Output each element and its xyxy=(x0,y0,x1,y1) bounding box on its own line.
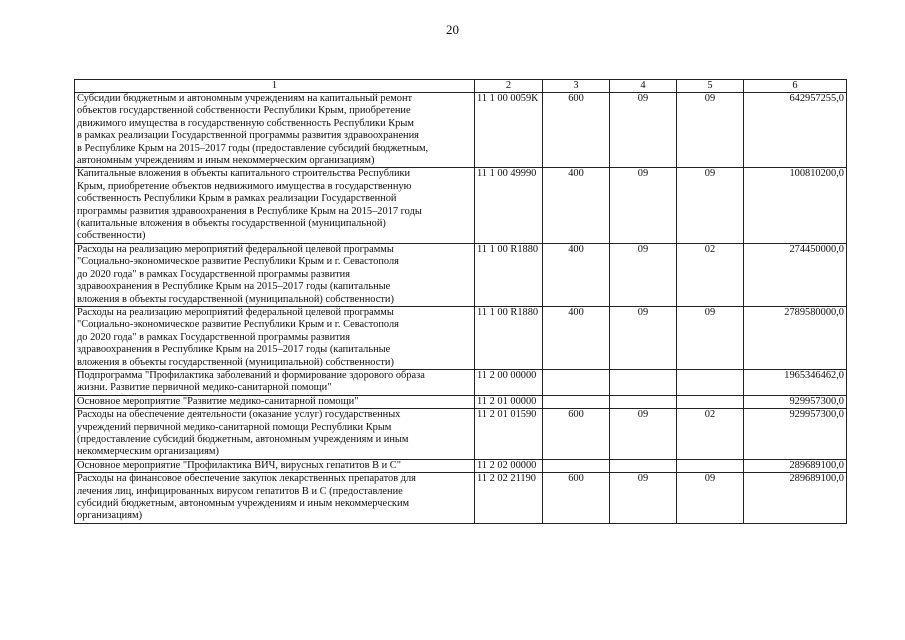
row-name-line: вложения в объекты государственной (муниципальной) собственности) xyxy=(77,356,394,368)
row-sum-cell: 100810200,0 xyxy=(744,168,847,243)
header-col-5: 5 xyxy=(677,80,744,93)
header-col-1: 1 xyxy=(75,80,475,93)
row-sum-cell: 929957300,0 xyxy=(744,409,847,460)
row-rz-cell: 09 xyxy=(610,306,677,369)
row-code-cell: 11 1 00 0059К xyxy=(475,93,543,168)
row-pr-cell: 09 xyxy=(677,168,744,243)
row-rz-cell: 09 xyxy=(610,409,677,460)
row-rz-cell: 09 xyxy=(610,93,677,168)
row-name-line: Расходы на реализацию мероприятий федеральной целевой программы xyxy=(77,243,394,255)
row-pr-cell: 09 xyxy=(677,306,744,369)
row-pr-cell: 02 xyxy=(677,243,744,306)
table-row xyxy=(75,243,847,306)
table-row xyxy=(75,459,847,472)
row-name-line: Субсидии бюджетным и автономным учреждениям на капитальный ремонт xyxy=(77,93,413,104)
row-rz-cell xyxy=(610,369,677,395)
row-name-cell xyxy=(75,93,475,168)
header-col-6: 6 xyxy=(744,80,847,93)
row-name-line: организациям) xyxy=(77,510,143,522)
row-name-cell xyxy=(75,459,475,472)
row-name-cell xyxy=(75,473,475,524)
row-sum-cell: 2789580000,0 xyxy=(744,306,847,369)
row-code-cell: 11 2 02 00000 xyxy=(475,459,543,472)
row-sum-cell: 929957300,0 xyxy=(744,395,847,408)
row-name-line: Основное мероприятие "Развитие медико-санитарной помощи" xyxy=(77,395,359,407)
row-name-line: Расходы на финансовое обеспечение закупок лекарственных препаратов для xyxy=(77,473,416,485)
row-pr-cell xyxy=(677,459,744,472)
row-code-cell: 11 2 02 21190 xyxy=(475,473,543,524)
header-col-4: 4 xyxy=(610,80,677,93)
row-vr-cell: 600 xyxy=(543,473,610,524)
row-pr-cell xyxy=(677,395,744,408)
row-sum-cell: 289689100,0 xyxy=(744,473,847,524)
row-rz-cell: 09 xyxy=(610,473,677,524)
row-name-line: собственности) xyxy=(77,230,146,242)
row-pr-cell: 09 xyxy=(677,93,744,168)
row-rz-cell: 09 xyxy=(610,243,677,306)
header-col-2: 2 xyxy=(475,80,543,93)
row-name-line: учреждений первичной медико-санитарной помощи Республики Крым xyxy=(77,421,392,433)
table-row xyxy=(75,93,847,168)
row-name-line: в Республике Крым на 2015–2017 годы (предоставление субсидий бюджетным, xyxy=(77,142,429,154)
row-name-line: движимого имущества в государственную собственность Республики Крым xyxy=(77,117,414,129)
row-sum-cell: 642957255,0 xyxy=(744,93,847,168)
row-name-line: "Социально-экономическое развитие Республики Крым и г. Севастополя xyxy=(77,256,399,268)
row-rz-cell: 09 xyxy=(610,168,677,243)
row-name-cell xyxy=(75,409,475,460)
row-name-cell xyxy=(75,395,475,408)
row-name-line: субсидий бюджетным, автономным учреждениям и иным некоммерческим xyxy=(77,498,410,509)
row-sum-cell: 1965346462,0 xyxy=(744,369,847,395)
row-code-cell: 11 2 00 00000 xyxy=(475,369,543,395)
row-vr-cell: 600 xyxy=(543,93,610,168)
row-name-line: Расходы на реализацию мероприятий федеральной целевой программы xyxy=(77,306,394,318)
header-row xyxy=(75,80,847,93)
row-vr-cell: 400 xyxy=(543,306,610,369)
row-vr-cell: 400 xyxy=(543,168,610,243)
row-code-cell: 11 2 01 01590 xyxy=(475,409,543,460)
row-name-line: собственность Республики Крым в рамках реализации Государственной xyxy=(77,193,397,205)
row-name-line: некоммерческим организациям) xyxy=(77,446,219,458)
table-row xyxy=(75,369,847,395)
budget-table xyxy=(74,79,847,524)
row-name-line: (капитальные вложения в объекты государственной (муниципальной) xyxy=(77,218,386,230)
row-vr-cell xyxy=(543,395,610,408)
row-code-cell: 11 1 00 49990 xyxy=(475,168,543,243)
row-name-line: (предоставление субсидий бюджетным, автономным учреждениям и иным xyxy=(77,433,409,445)
row-name-line: вложения в объекты государственной (муниципальной) собственности) xyxy=(77,293,394,305)
row-sum-cell: 274450000,0 xyxy=(744,243,847,306)
row-name-line: здравоохранения в Республике Крым на 2015–2017 годы (капитальные xyxy=(77,281,391,293)
row-sum-cell: 289689100,0 xyxy=(744,459,847,472)
row-name-line: до 2020 года" в рамках Государственной программы развития xyxy=(77,268,351,280)
table-body xyxy=(75,93,847,524)
row-name-line: программы развития здравоохранения в Республике Крым на 2015–2017 годы xyxy=(77,205,422,217)
table-row xyxy=(75,168,847,243)
row-name-line: в рамках реализации Государственной программы развития здравоохранения xyxy=(77,130,419,142)
row-name-line: до 2020 года" в рамках Государственной программы развития xyxy=(77,331,351,343)
row-name-line: жизни. Развитие первичной медико-санитарной помощи" xyxy=(77,382,332,394)
row-code-cell: 11 1 00 R1880 xyxy=(475,243,543,306)
table-row xyxy=(75,306,847,369)
table-row xyxy=(75,473,847,524)
row-name-line: автономным учреждениям и иным некоммерческим организациям) xyxy=(77,155,375,167)
row-name-cell xyxy=(75,369,475,395)
row-name-line: Капитальные вложения в объекты капитального строительства Республики xyxy=(77,168,411,180)
row-vr-cell xyxy=(543,369,610,395)
row-name-line: Крым, приобретение объектов недвижимого имущества в государственную xyxy=(77,180,412,192)
row-name-line: здравоохранения в Республике Крым на 2015–2017 годы (капитальные xyxy=(77,344,391,356)
row-name-line: "Социально-экономическое развитие Республики Крым и г. Севастополя xyxy=(77,319,399,331)
row-name-line: лечения лиц, инфицированных вирусом гепатитов В и С (предоставление xyxy=(77,485,403,497)
row-code-cell: 11 2 01 00000 xyxy=(475,395,543,408)
row-vr-cell: 400 xyxy=(543,243,610,306)
row-vr-cell xyxy=(543,459,610,472)
row-code-cell: 11 1 00 R1880 xyxy=(475,306,543,369)
row-name-line: Расходы на обеспечение деятельности (оказание услуг) государственных xyxy=(77,409,401,421)
row-name-line: Подпрограмма "Профилактика заболеваний и формирование здорового образа xyxy=(77,369,425,381)
row-vr-cell: 600 xyxy=(543,409,610,460)
row-pr-cell: 02 xyxy=(677,409,744,460)
row-rz-cell xyxy=(610,395,677,408)
page-number: 20 xyxy=(446,22,459,37)
header-col-3: 3 xyxy=(543,80,610,93)
table-row xyxy=(75,395,847,408)
row-name-cell xyxy=(75,168,475,243)
row-name-line: объектов государственной собственности Республики Крым, приобретение xyxy=(77,105,411,117)
row-rz-cell xyxy=(610,459,677,472)
row-pr-cell: 09 xyxy=(677,473,744,524)
row-pr-cell xyxy=(677,369,744,395)
row-name-cell xyxy=(75,306,475,369)
row-name-line: Основное мероприятие "Профилактика ВИЧ, вирусных гепатитов В и С" xyxy=(77,459,401,471)
row-name-cell xyxy=(75,243,475,306)
table-row xyxy=(75,409,847,460)
